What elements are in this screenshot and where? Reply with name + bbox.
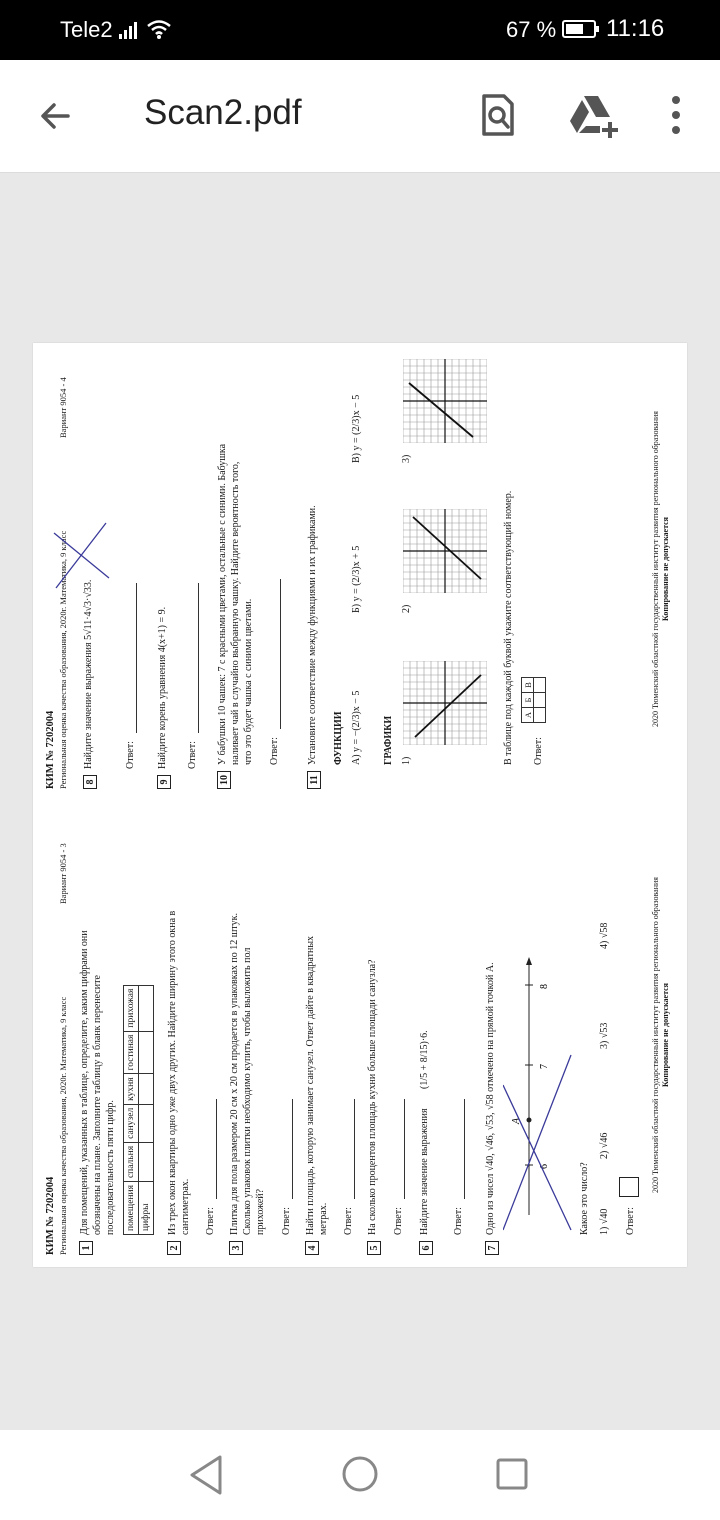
graphs-title: ГРАФИКИ [383, 715, 394, 765]
graph-2 [403, 509, 487, 593]
question-number: 3 [229, 1241, 243, 1255]
rooms-table [123, 985, 154, 1235]
question-text: что это будет чашка с синими цветами. [243, 598, 254, 765]
right-page [33, 345, 687, 793]
page-footer-copyright: Копирование не допускается [661, 516, 670, 622]
table-header-cell: кухня [124, 1074, 139, 1104]
battery-percent: 67 % [506, 17, 557, 42]
question-number: 5 [367, 1241, 381, 1255]
answer-table-cell [534, 708, 546, 723]
status-bar [0, 0, 720, 60]
scanned-page-rotated [33, 343, 687, 1267]
app-bar [0, 60, 720, 173]
function-option: В) y = (2/3)x − 5 [351, 394, 362, 463]
question-number: 8 [83, 775, 97, 789]
question-number: 9 [157, 775, 171, 789]
graph-3 [403, 359, 487, 443]
wifi-icon [146, 18, 172, 40]
option: 1) √40 [599, 1208, 610, 1235]
point-a-label: A [511, 1117, 522, 1124]
answer-label: Ответ: [393, 1207, 404, 1235]
function-line [413, 517, 481, 579]
answer-label: Ответ: [343, 1207, 354, 1235]
answer-label: Ответ: [453, 1207, 464, 1235]
point-a [527, 1118, 532, 1123]
function-option: Б) y = (2/3)x + 5 [351, 545, 362, 613]
function-option: А) y = −(2/3)x − 5 [351, 690, 362, 765]
option: 4) √58 [599, 922, 610, 949]
answer-line [292, 1099, 293, 1199]
more-vert-icon[interactable] [658, 90, 694, 140]
system-nav-bar [0, 1430, 720, 1520]
table-header-cell: санузел [124, 1104, 139, 1142]
question-text: Какое это число? [579, 1162, 590, 1235]
answer-line [404, 1099, 405, 1199]
answer-label: Ответ: [187, 741, 198, 769]
table-cell [139, 1104, 154, 1142]
nav-recents-icon[interactable] [494, 1456, 530, 1492]
answer-table-header: В [522, 678, 534, 693]
table-instruction: В таблице под каждой буквой укажите соответствующий номер. [503, 490, 514, 765]
table-header-cell: помещения [124, 1182, 139, 1235]
answer-line [354, 1099, 355, 1199]
table-row-label: цифры [139, 1182, 154, 1235]
question-text: прихожей? [255, 1188, 266, 1235]
tick-label-7: 7 [539, 1064, 550, 1069]
nav-back-icon[interactable] [186, 1452, 226, 1498]
answer-label: Ответ: [205, 1207, 216, 1235]
carrier-name: Tele2 [60, 17, 113, 42]
option: 3) √53 [599, 1022, 610, 1049]
math-expression: (1/5 + 8/15)·6. [419, 1030, 430, 1089]
answer-table [521, 677, 546, 723]
battery-icon [562, 20, 596, 38]
table-header-cell: прихожая [124, 985, 139, 1031]
table-header-cell: спальня [124, 1142, 139, 1181]
table-cell [139, 1074, 154, 1104]
question-text: сантиметрах. [180, 1178, 191, 1235]
page-footer-copyright: Копирование не допускается [661, 982, 670, 1088]
question-text: У бабушки 10 чашек: 7 с красными цветами, остальные с синими. Бабушка [217, 443, 228, 765]
graph-label: 3) [401, 454, 412, 463]
pen-cross-stroke [503, 1055, 571, 1230]
answer-table-header: А [522, 708, 534, 723]
variant-label: Вариант 9054 - 3 [58, 843, 68, 904]
question-text: Найти площадь, которую занимает санузел. Ответ дайте в квадратных [305, 935, 316, 1235]
table-cell [139, 1142, 154, 1181]
answer-label: Ответ: [269, 737, 280, 765]
kim-number: КИМ № 7202004 [45, 1176, 56, 1255]
answer-table-cell [534, 693, 546, 708]
table-cell [139, 985, 154, 1031]
option: 2) √46 [599, 1132, 610, 1159]
page-header: Региональная оценка качества образования, 2020г. Математика, 9 класс [58, 996, 68, 1255]
page-footer: 2020 Тюменский областной государственный институт развития регионального образования [651, 411, 660, 727]
table-cell [139, 1031, 154, 1074]
question-number: 4 [305, 1241, 319, 1255]
question-text: Одно из чисел √40, √46, √53, √58 отмечено на прямой точкой A. [485, 962, 496, 1235]
back-arrow-icon[interactable] [28, 88, 84, 144]
axis-arrow [526, 957, 532, 965]
find-in-page-icon[interactable] [472, 90, 522, 140]
question-text: последовательность пяти цифр. [105, 1100, 116, 1235]
pdf-page[interactable] [33, 343, 687, 1267]
question-number: 7 [485, 1241, 499, 1255]
question-text: Найдите корень уравнения 4(x+1) = 9. [157, 606, 168, 769]
question-text: Найдите значение выражения 5√11·4√3·√33. [83, 579, 94, 769]
question-number: 10 [217, 771, 231, 789]
answer-line [280, 579, 281, 729]
variant-label: Вариант 9054 - 4 [58, 377, 68, 438]
nav-home-icon[interactable] [340, 1454, 380, 1494]
signal-icon [118, 20, 140, 40]
clock: 11:16 [606, 15, 665, 42]
question-text: Найдите значение выражения [419, 1108, 430, 1235]
add-to-drive-icon[interactable] [566, 90, 622, 140]
tick-label-6: 6 [539, 1164, 550, 1169]
answer-label: Ответ: [125, 741, 136, 769]
answer-line [136, 583, 137, 733]
functions-title: ФУНКЦИИ [333, 711, 344, 765]
question-number: 11 [307, 771, 321, 789]
pen-cross-mark [51, 513, 111, 593]
answer-box [619, 1177, 639, 1197]
number-line [503, 935, 573, 1235]
graph-1 [403, 661, 487, 745]
function-line [415, 675, 481, 737]
graph-label: 2) [401, 604, 412, 613]
answer-line [464, 1099, 465, 1199]
graph-label: 1) [401, 756, 412, 765]
answer-line [216, 1099, 217, 1199]
answer-label: Ответ: [533, 737, 544, 765]
table-header-cell: гостиная [124, 1031, 139, 1074]
question-number: 2 [167, 1241, 181, 1255]
answer-label: Ответ: [625, 1207, 636, 1235]
pen-cross-stroke [503, 1085, 571, 1230]
answer-label: Ответ: [281, 1207, 292, 1235]
kim-number: КИМ № 7202004 [45, 710, 56, 789]
question-text: обозначены на плане. Заполните таблицу в бланк перенесите [92, 975, 103, 1235]
answer-table-header: Б [522, 693, 534, 708]
question-number: 6 [419, 1241, 433, 1255]
question-text: На сколько процентов площадь кухни больше площади санузла? [367, 959, 378, 1235]
document-title: Scan2.pdf [144, 93, 302, 132]
question-text: Плитка для пола размером 20 см х 20 см продается в упаковках по 12 штук. [229, 912, 240, 1235]
left-page [33, 811, 687, 1259]
pdf-viewer[interactable] [0, 173, 720, 1430]
answer-table-cell [534, 678, 546, 693]
question-text: Из трех окон квартиры одно уже двух других. Найдите ширину этого окна в [167, 910, 178, 1235]
question-text: наливает чай в случайно выбранную чашку. Найдите вероятность того, [230, 461, 241, 765]
page-footer: 2020 Тюменский областной государственный институт развития регионального образования [651, 877, 660, 1193]
page-header: Региональная оценка качества образования, 2020г. Математика, 9 класс [58, 530, 68, 789]
answer-line [198, 583, 199, 733]
question-text: Сколько упаковок плитки необходимо купить, чтобы выложить пол [242, 947, 253, 1235]
question-text: Установите соответствие между функциями и их графиками. [307, 505, 318, 765]
question-text: метрах. [318, 1202, 329, 1235]
battery-level-fill [566, 24, 583, 34]
question-text: Для помещений, указанных в таблице, определите, каким цифрами они [79, 930, 90, 1235]
tick-label-8: 8 [539, 984, 550, 989]
question-number: 1 [79, 1241, 93, 1255]
